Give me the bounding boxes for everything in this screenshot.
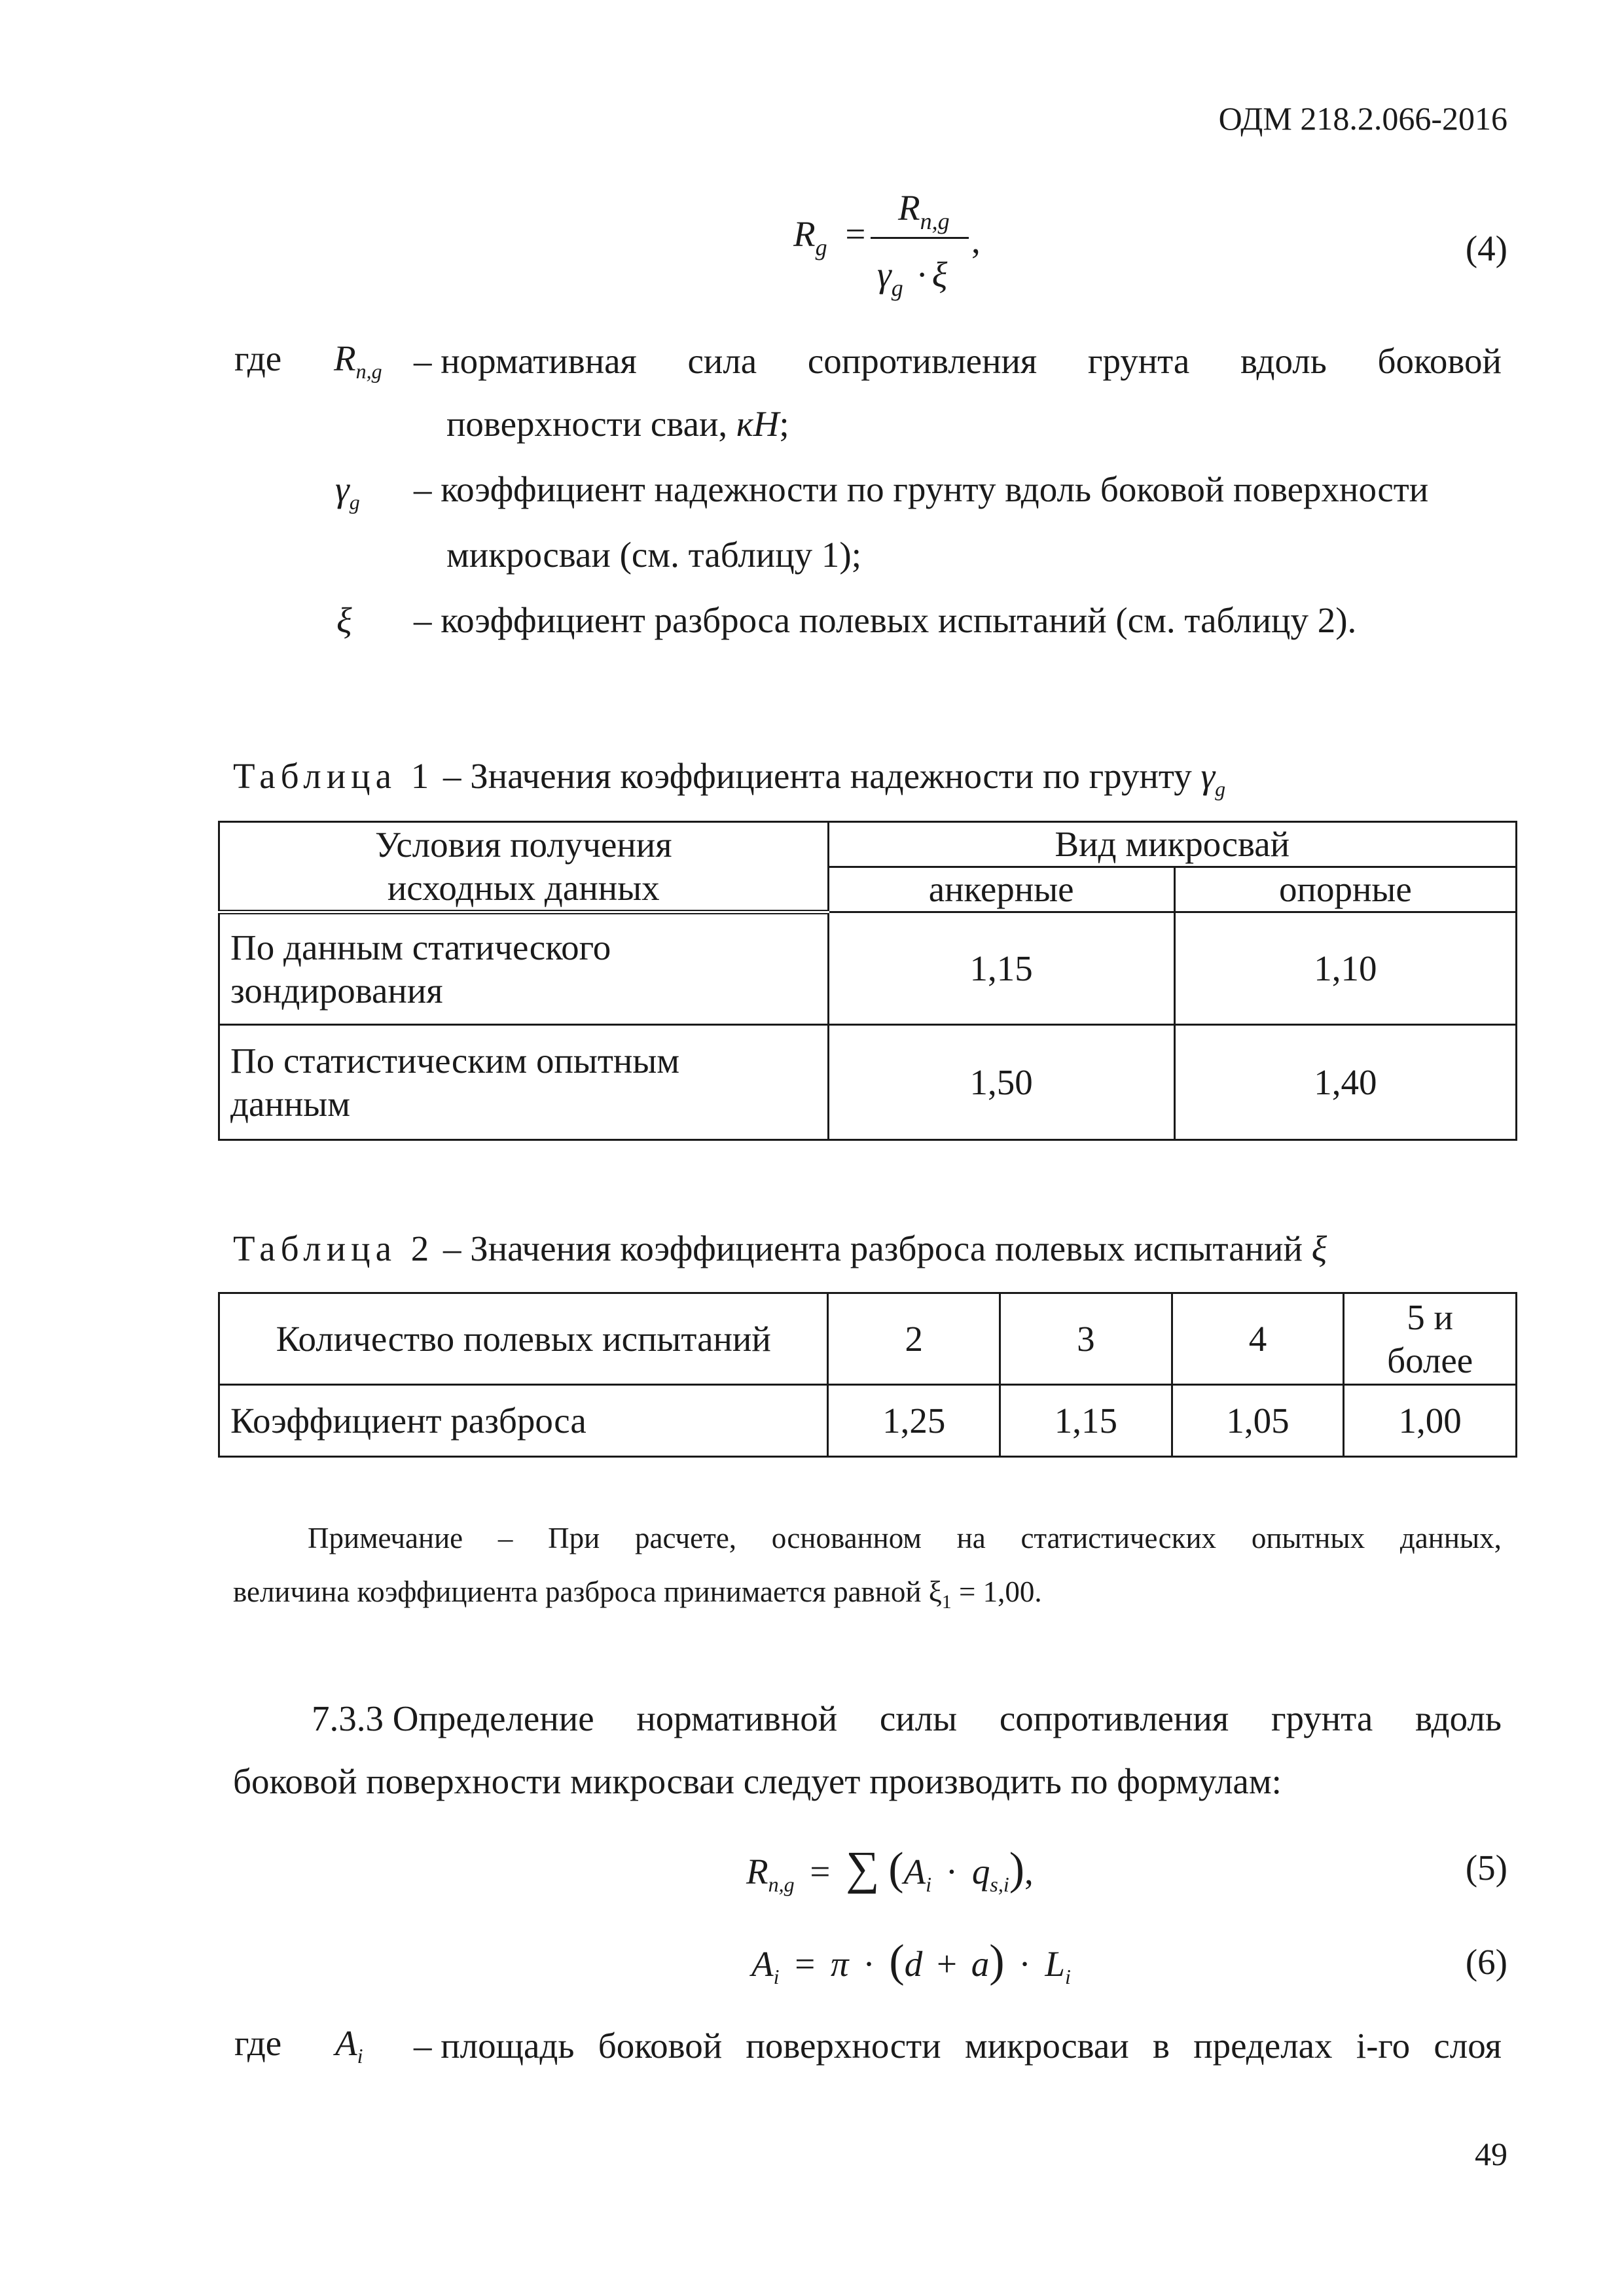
definition-xi: – коэффициент разброса полевых испытаний (см. таблицу 2).: [414, 600, 1357, 640]
table-1-head-conditions: Условия получения исходных данных: [219, 822, 829, 912]
table-2-caption: Таблица 2 – Значения коэффициента разброса полевых испытаний ξ: [233, 1229, 1327, 1268]
table-1-caption: Таблица 1 – Значения коэффициента надежности по грунту $\gamma_g$: [233, 756, 1226, 800]
table-row: [219, 912, 1517, 1025]
formula-6: $A_i = \pi \cdot (d + a) \cdot L_i$: [751, 1936, 1071, 1988]
table-row: [219, 1385, 1517, 1457]
table-2-head-count: Количество полевых испытаний: [219, 1293, 828, 1385]
table-1-head-support: опорные: [1174, 867, 1516, 912]
where-label-1: где: [234, 338, 282, 378]
table-1-row-2-support: 1,40: [1174, 1025, 1516, 1140]
symbol-xi: ξ: [336, 600, 352, 640]
formula-4-comma: ,: [971, 221, 981, 260]
where-label-2: где: [234, 2023, 282, 2063]
table-1-row-1-label: По данным статического зондирования: [219, 912, 829, 1025]
formula-5: $R_{n,g}$ = ∑ $(A_i \cdot q_{s,i})$,: [746, 1842, 1034, 1896]
table-1-row-2-anchor: 1,50: [828, 1025, 1174, 1140]
formula-4-fraction-bar: [871, 237, 969, 239]
symbol-gamma-g: $\gamma_g$: [335, 469, 360, 514]
symbol-a-i: $A_i$: [335, 2023, 363, 2068]
symbol-r-ng: $R_{n,g}$: [334, 338, 382, 383]
formula-4-numerator: $R_{n,g}$: [898, 188, 950, 234]
table-1: [218, 821, 1517, 1141]
table-2-coef-1: 1,25: [828, 1385, 1000, 1457]
formula-6-number: (6): [1465, 1942, 1507, 1982]
definition-gamma-g-line-2: микросваи (см. таблицу 1);: [446, 535, 862, 575]
table-1-head-anchor: анкерные: [828, 867, 1174, 912]
table-1-head-type: Вид микросвай: [828, 822, 1516, 867]
table-2-count-5-more: 5 и более: [1344, 1293, 1517, 1385]
table-2-count-4: 4: [1172, 1293, 1344, 1385]
definition-r-ng-line-1: – нормативная сила сопротивления грунта вдоль боковой: [414, 341, 1502, 381]
table-2-coef-3: 1,05: [1172, 1385, 1344, 1457]
table-1-row-1-support: 1,10: [1174, 912, 1516, 1025]
definition-gamma-g-line-1: – коэффициент надежности по грунту вдоль боковой поверхности: [414, 469, 1429, 509]
definition-r-ng-line-2: поверхности сваи, кН;: [446, 404, 789, 444]
note-line-1: Примечание – При расчете, основанном на статистических опытных данных,: [308, 1522, 1502, 1554]
table-2-row-count: [219, 1293, 1517, 1385]
page-number: 49: [1475, 2136, 1507, 2172]
table-2-count-3: 3: [1000, 1293, 1172, 1385]
section-7-3-3-line-2: боковой поверхности микросваи следует производить по формулам:: [233, 1761, 1282, 1801]
formula-4: $R_g$ =: [793, 214, 866, 260]
table-1-row-1-anchor: 1,15: [828, 912, 1174, 1025]
table-2: [218, 1292, 1517, 1458]
table-2-head-coef: Коэффициент разброса: [219, 1385, 828, 1457]
table-2-coef-2: 1,15: [1000, 1385, 1172, 1457]
formula-4-denominator: $\gamma_g \cdot \xi$: [877, 255, 948, 301]
section-7-3-3-line-1: 7.3.3 Определение нормативной силы сопротивления грунта вдоль: [312, 1698, 1502, 1738]
definition-a-i: – площадь боковой поверхности микросваи в пределах i-го слоя: [414, 2026, 1502, 2066]
formula-4-number: (4): [1465, 228, 1507, 268]
table-2-count-2: 2: [828, 1293, 1000, 1385]
formula-5-number: (5): [1465, 1848, 1507, 1888]
document-code: ОДМ 218.2.066-2016: [1218, 100, 1507, 137]
table-1-row-2-label: По статистическим опытным данным: [219, 1025, 829, 1140]
table-2-coef-4: 1,00: [1344, 1385, 1517, 1457]
table-row: [219, 1025, 1517, 1140]
table-1-header-row-1: [219, 822, 1517, 867]
note-line-2: величина коэффициента разброса принимается равной $\xi_1 = 1,00$.: [233, 1575, 1042, 1613]
